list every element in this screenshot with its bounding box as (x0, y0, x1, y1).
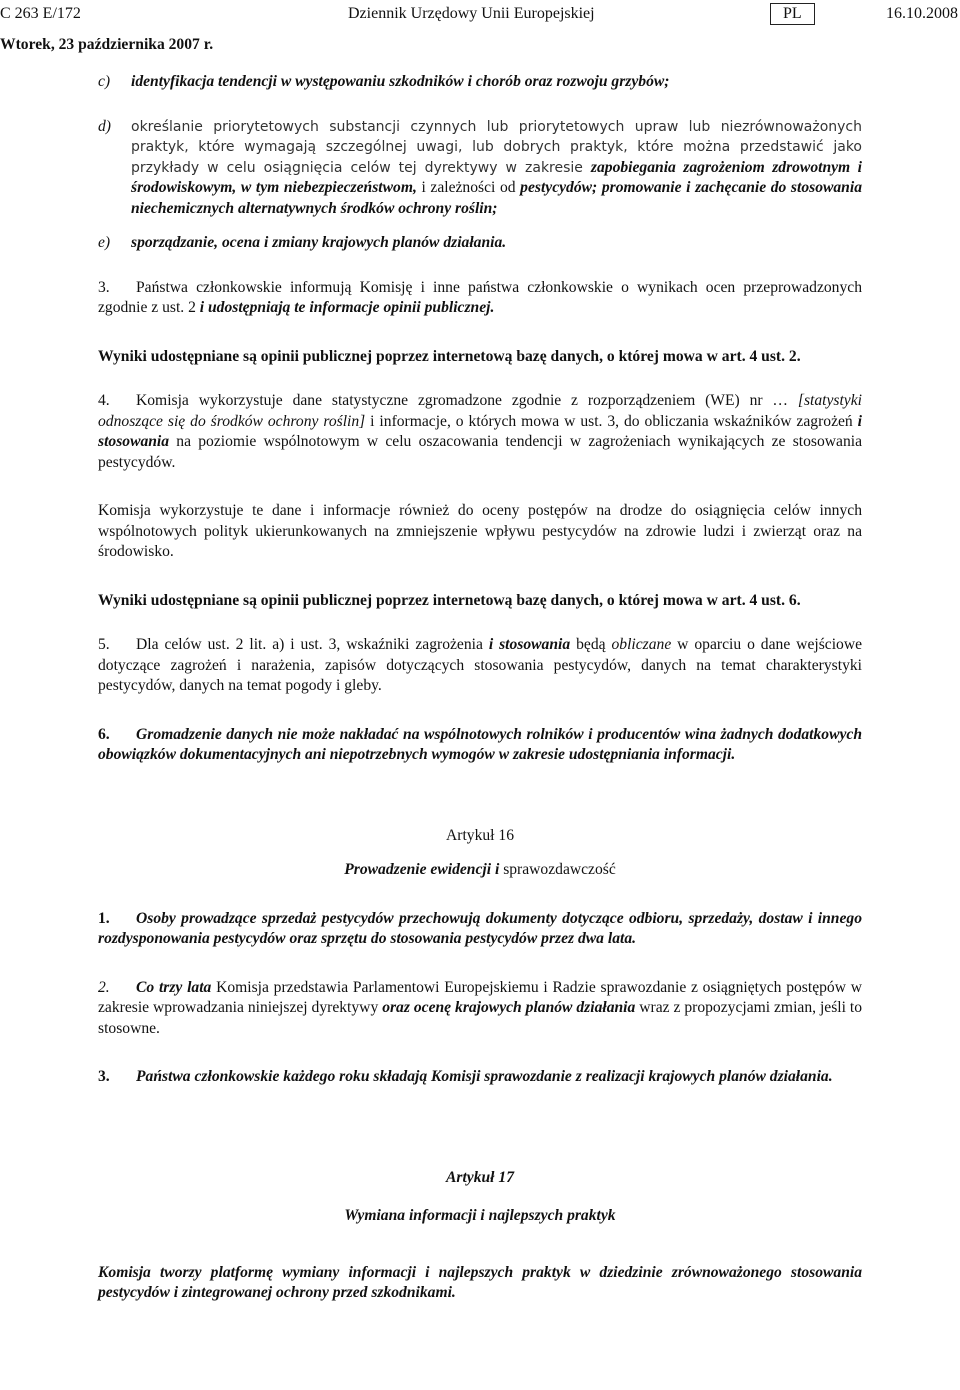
results-note-1: Wyniki udostępniane są opinii publicznej poprzez internetową bazę danych, o której mowa w art. 4 ust. 2. (98, 347, 801, 365)
paragraph-text: wraz z propozycjami zmian, jeśli to stosowne. (98, 999, 862, 1037)
paragraph-number: 1. (98, 909, 110, 927)
paragraph-text-emphasis: Państwa członkowskie każdego roku składają Komisji sprawozdanie z realizacji krajowych planów działania. (136, 1068, 833, 1085)
subtitle-text: sprawozdawczość (499, 861, 616, 878)
subtitle-emphasis: Prowadzenie ewidencji i (344, 861, 500, 878)
article-17-title: Artykuł 17 (445, 1168, 515, 1186)
paragraph-text: Komisja przedstawia Parlamentowi Europejskiemu i Radzie sprawozdanie z osiągniętych postępów w zakresie wprowadzania niniejszej dyrektywy (98, 978, 862, 1016)
paragraph-4-continued: Komisja wykorzystuje te dane i informacje również do oceny postępów na drodze do osiągnięcia celów innych wspólnotowych polityk ukierunkowanych na zmniejszenie wpływu pestycydów na zdrowie ludzi i zwierząt oraz na środowisko. (98, 502, 862, 560)
article-16-paragraph-3 (98, 1067, 862, 1088)
article-17-text: Komisja tworzy platformę wymiany informacji i najlepszych praktyk w dziedzinie zrównoważonego stosowania pestycydów i zintegrowanej ochrony przed szkodnikami. (98, 1263, 862, 1301)
article-16-paragraph-1 (98, 909, 862, 950)
language-badge: PL (770, 3, 815, 25)
paragraph-3 (98, 278, 862, 319)
item-text: i zależności od (416, 179, 521, 196)
item-label: e) (98, 234, 111, 251)
journal-code: C 263 E/172 (0, 5, 81, 22)
paragraph-text: Dla celów ust. 2 lit. a) i ust. 3, wskaźniki zagrożenia (136, 636, 489, 653)
paragraph-text-emphasis: Co trzy lata (136, 978, 212, 996)
document-body (98, 72, 862, 1304)
paragraph-text: i informacje, o których mowa w ust. 3, do obliczania wskaźników zagrożeń (365, 412, 858, 430)
list-item-c (98, 72, 862, 93)
item-label: d) (98, 117, 111, 135)
paragraph-text-emphasis: i udostępniają te informacje opinii publicznej. (199, 299, 495, 316)
list-item-e (98, 233, 862, 254)
list-item-d (98, 117, 862, 220)
journal-name: Dziennik Urzędowy Unii Europejskiej (348, 5, 595, 22)
session-date: Wtorek, 23 października 2007 r. (0, 36, 214, 53)
paragraph-text-italic: [statystyki odnoszące się do środków ochrony roślin] (98, 392, 862, 430)
paragraph-text-italic: obliczane (611, 636, 672, 653)
item-text: identyfikacja tendencji w występowaniu szkodników i chorób oraz rozwoju grzybów; (131, 73, 670, 90)
article-16-subtitle (98, 860, 862, 881)
paragraph-number: 3. (98, 278, 110, 296)
paragraph-text: w oparciu o dane wejściowe dotyczące zagrożeń i narażenia, zapisów dotyczących stosowania pestycydów, danych na temat charakterystyki pestycydów, danych na temat pogody i gleby. (98, 636, 863, 694)
results-note-2: Wyniki udostępniane są opinii publicznej poprzez internetową bazę danych, o której mowa w art. 4 ust. 6. (98, 591, 801, 609)
item-text: określanie priorytetowych substancji czynnych lub priorytetowych upraw lub niezrównoważonych praktyk, które wymagają szczególnej uwagi, lub dobrych praktyk, które można przedstawić jako przykłady w celu osiągnięcia celów tej dyrektywy w zakresie (131, 118, 862, 176)
paragraph-text-emphasis: Osoby prowadzące sprzedaż pestycydów przechowują dokumenty dotyczące odbioru, sprzedaży, dostaw i innego rozdysponowania pestycydów oraz sprzętu do stosowania pestycydów przez dwa lata. (98, 909, 862, 947)
paragraph-text-emphasis: Gromadzenie danych nie może nakładać na wspólnotowych rolników i producentów wina żadnych dodatkowych obowiązków dokumentacyjnych ani niepotrzebnych wymogów w zakresie udostępniania informacji. (98, 725, 862, 763)
paragraph-number: 5. (98, 636, 110, 653)
paragraph-number: 3. (98, 1068, 110, 1085)
paragraph-number: 4. (98, 392, 110, 409)
paragraph-6 (98, 725, 862, 766)
paragraph-text: na poziomie wspólnotowym w celu oszacowania tendencji w zagrożeniach wynikających ze stosowania pestycydów. (98, 433, 862, 471)
publication-date: 16.10.2008 (886, 5, 958, 22)
paragraph-text: Komisja wykorzystuje dane statystyczne zgromadzone zgodnie z rozporządzeniem (WE) nr … (136, 392, 798, 409)
paragraph-text-emphasis: oraz ocenę krajowych planów działania (382, 999, 636, 1016)
paragraph-number: 6. (98, 725, 110, 743)
paragraph-text-emphasis: i stosowania (98, 412, 862, 450)
paragraph-text: będą (570, 636, 612, 653)
article-17-subtitle: Wymiana informacji i najlepszych praktyk (344, 1207, 616, 1224)
paragraph-text-emphasis: i stosowania (488, 636, 571, 653)
item-text-emphasis: pestycydów; promowanie i zachęcanie do stosowania niechemicznych alternatywnych środków ochrony roślin; (131, 179, 862, 217)
paragraph-text: Państwa członkowskie informują Komisję i inne państwa członkowskie o wynikach ocen przeprowadzonych zgodnie z ust. 2 (98, 278, 862, 316)
article-16-paragraph-2 (98, 978, 862, 1040)
article-16-title: Artykuł 16 (445, 826, 514, 844)
item-text: sporządzanie, ocena i zmiany krajowych planów działania. (131, 234, 507, 251)
paragraph-5 (98, 635, 862, 697)
paragraph-4 (98, 391, 862, 473)
paragraph-number: 2. (98, 978, 110, 996)
journal-header (0, 4, 960, 26)
item-text-emphasis: zapobiegania zagrożeniom zdrowotnym i środowiskowym, w tym niebezpieczeństwom, (131, 158, 862, 196)
item-label: c) (98, 73, 111, 90)
